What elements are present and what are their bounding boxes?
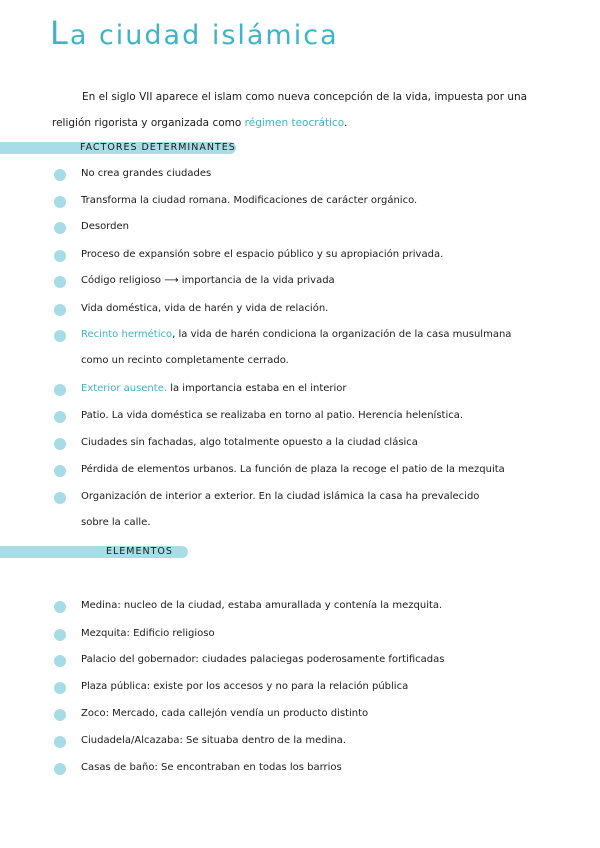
item-text: Medina: nucleo de la ciudad, estaba amurallada y contenía la mezquita. — [81, 600, 443, 611]
item-highlight: Recinto hermético — [81, 329, 173, 340]
item-text: Ciudades sin fachadas, algo totalmente opuesto a la ciudad clásica — [81, 437, 418, 448]
item-continuation: como un recinto completamente cerrado. — [81, 355, 289, 366]
bullet-icon — [54, 709, 66, 721]
item-text: Pérdida de elementos urbanos. La función de plaza la recoge el patio de la mezquita — [81, 464, 505, 475]
item-text: Transforma la ciudad romana. Modificaciones de carácter orgánico. — [81, 195, 418, 206]
item-text: Mezquita: Edificio religioso — [81, 628, 215, 639]
item-text: Patio. La vida doméstica se realizaba en torno al patio. Herencia helenística. — [81, 410, 464, 421]
item-text: Ciudadela/Alcazaba: Se situaba dentro de la medina. — [81, 735, 347, 746]
item-highlight: Exterior ausente. — [81, 383, 168, 394]
item-text: la importancia estaba en el interior — [167, 383, 347, 394]
item-continuation: sobre la calle. — [81, 517, 151, 528]
bullet-icon — [54, 655, 66, 667]
item-text: Palacio del gobernador: ciudades palaciegas poderosamente fortificadas — [81, 654, 445, 665]
bullet-icon — [54, 304, 66, 316]
intro-paragraph: En el siglo VII aparece el islam como nueva concepción de la vida, impuesta por una religión rigorista y organizada como régimen teocrático. — [52, 91, 528, 129]
section-heading-elementos: ELEMENTOS — [106, 546, 173, 557]
section-heading-factores: FACTORES DETERMINANTES — [80, 142, 236, 153]
item-text: Plaza pública: existe por los accesos y no para la relación pública — [81, 681, 409, 692]
bullet-icon — [54, 196, 66, 208]
bullet-icon — [54, 629, 66, 641]
page-title: La ciudad islámica — [50, 14, 339, 52]
bullet-icon — [54, 411, 66, 423]
bullet-icon — [54, 384, 66, 396]
bullet-icon — [54, 763, 66, 775]
bullet-icon — [54, 276, 66, 288]
item-text: Código religioso ⟶ importancia de la vida privada — [81, 275, 335, 286]
item-text: Casas de baño: Se encontraban en todas los barrios — [81, 762, 342, 773]
bullet-icon — [54, 330, 66, 342]
item-text: Zoco: Mercado, cada callejón vendía un producto distinto — [81, 708, 369, 719]
bullet-icon — [54, 682, 66, 694]
intro-highlight: régimen teocrático — [244, 117, 345, 129]
item-text: Vida doméstica, vida de harén y vida de relación. — [81, 303, 329, 314]
item-text: , la vida de harén condiciona la organización de la casa musulmana — [172, 329, 512, 340]
bullet-icon — [54, 492, 66, 504]
item-text: Organización de interior a exterior. En la ciudad islámica la casa ha prevalecido — [81, 491, 480, 502]
bullet-icon — [54, 736, 66, 748]
item-text: Proceso de expansión sobre el espacio público y su apropiación privada. — [81, 249, 444, 260]
item-text: No crea grandes ciudades — [81, 168, 212, 179]
bullet-icon — [54, 438, 66, 450]
bullet-icon — [54, 169, 66, 181]
bullet-icon — [54, 601, 66, 613]
bullet-icon — [54, 465, 66, 477]
bullet-icon — [54, 222, 66, 234]
item-text: Desorden — [81, 221, 129, 232]
bullet-icon — [54, 250, 66, 262]
